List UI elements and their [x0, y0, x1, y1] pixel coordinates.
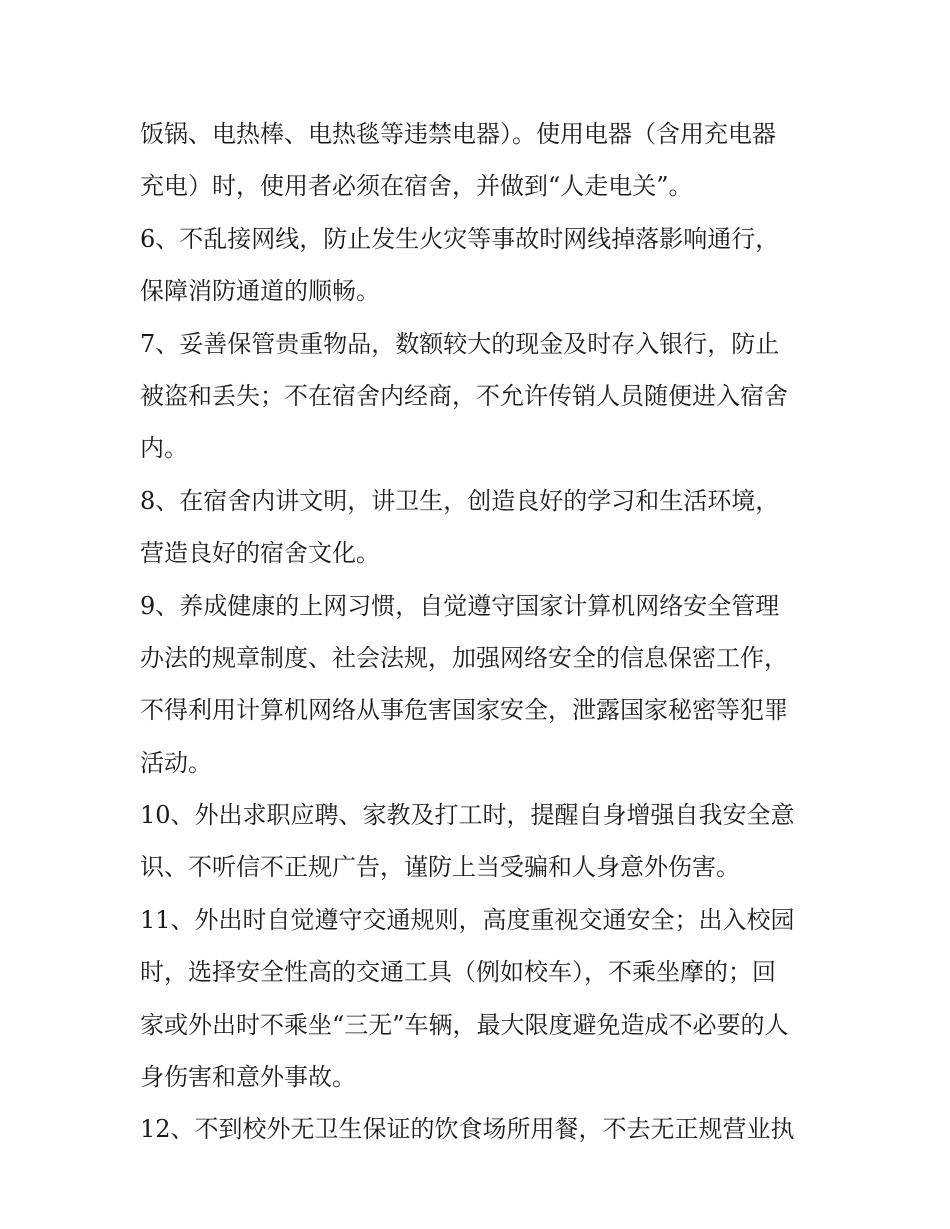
text-line: 9、养成健康的上网习惯，自觉遵守国家计算机网络安全管理	[140, 591, 780, 620]
text-line: 营造良好的宿舍文化。	[140, 539, 380, 568]
text-line: 7、妥善保管贵重物品，数额较大的现金及时存入银行，防止	[140, 329, 780, 358]
text-line: 11、外出时自觉遵守交通规则，高度重视交通安全；出入校园	[140, 905, 795, 934]
text-line: 饭锅、电热棒、电热毯等违禁电器）。使用电器（含用充电器	[140, 120, 776, 148]
text-line: 识、不听信不正规广告，谨防上当受骗和人身意外伤害。	[140, 853, 740, 882]
text-line: 10、外出求职应聘、家教及打工时，提醒自身增强自我安全意	[140, 801, 795, 830]
text-line: 活动。	[140, 748, 212, 777]
text-line: 身伤害和意外事故。	[140, 1063, 356, 1092]
text-line: 办法的规章制度、社会法规，加强网络安全的信息保密工作，	[140, 643, 788, 672]
text-line: 不得利用计算机网络从事危害国家安全，泄露国家秘密等犯罪	[140, 696, 788, 725]
text-line: 被盗和丢失；不在宿舍内经商，不允许传销人员随便进入宿舍	[140, 381, 788, 410]
text-line: 时，选择安全性高的交通工具（例如校车），不乘坐摩的；回	[140, 958, 776, 987]
body-text	[140, 108, 820, 1156]
text-line: 充电）时，使用者必须在宿舍，并做到“人走电关”。	[140, 172, 693, 201]
text-line: 保障消防通道的顺畅。	[140, 277, 380, 306]
text-line: 内。	[140, 434, 188, 463]
text-line: 12、不到校外无卫生保证的饮食场所用餐，不去无正规营业执	[140, 1115, 795, 1144]
text-line: 6、不乱接网线，防止发生火灾等事故时网线掉落影响通行，	[140, 224, 780, 253]
text-line: 家或外出时不乘坐“三无”车辆，最大限度避免造成不必要的人	[140, 1010, 789, 1039]
text-line: 8、在宿舍内讲文明，讲卫生，创造良好的学习和生活环境，	[140, 486, 780, 515]
